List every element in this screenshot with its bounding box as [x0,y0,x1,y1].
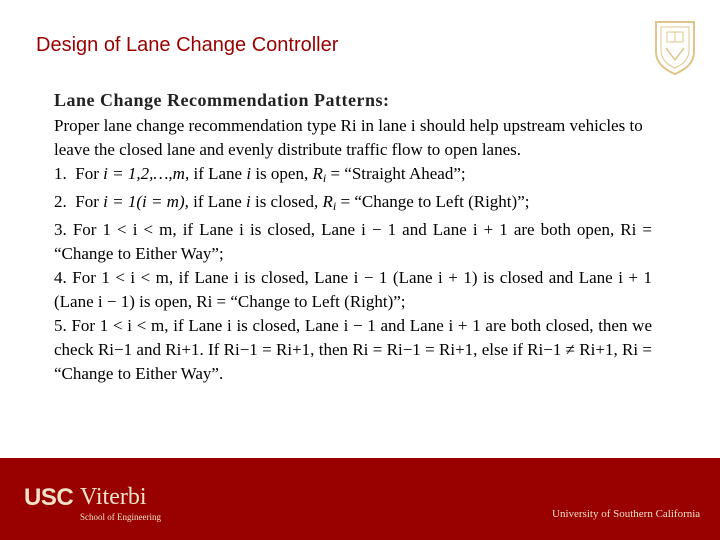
usc-logo: USC [24,484,74,511]
list-item-5: 5. For 1 < i < m, if Lane i is closed, Lane i − 1 and Lane i + 1 are both closed, then we check Ri−1 and Ri+1. If Ri−1 = Ri+1, then Ri = Ri−1 = Ri+1, else if Ri−1 ≠ Ri+1, Ri = “Change to Either Way”. [54,316,652,383]
school-name: School of Engineering [80,512,161,522]
footer-bar [0,458,720,540]
list-item-4: 4. For 1 < i < m, if Lane i is closed, Lane i − 1 (Lane i + 1) is closed and Lane i + 1 (Lane i − 1) is open, Ri = “Change to Left (Right)”; [54,268,652,311]
section-subheading: Lane Change Recommendation Patterns: [54,90,390,110]
slide-body [54,114,652,386]
university-name: University of Southern California [552,508,701,520]
list-item-3: 3. For 1 < i < m, if Lane i is closed, Lane i − 1 and Lane i + 1 are both open, Ri = “Change to Either Way”; [54,220,652,263]
slide-title: Design of Lane Change Controller [36,34,339,56]
viterbi-logo: Viterbi [80,484,147,510]
usc-seal-icon [652,18,698,76]
list-item-1: 1. For i = 1,2,…,m, if Lane i is open, $R_i$ = “Straight Ahead”; [54,164,466,185]
intro-paragraph: Proper lane change recommendation type Ri in lane i should help upstream vehicles to leave the closed lane and evenly distribute traffic flow to open lanes. [54,116,643,159]
list-item-2: 2. For i = 1(i = m), if Lane i is closed, $R_i$ = “Change to Left (Right)”; [54,192,530,213]
